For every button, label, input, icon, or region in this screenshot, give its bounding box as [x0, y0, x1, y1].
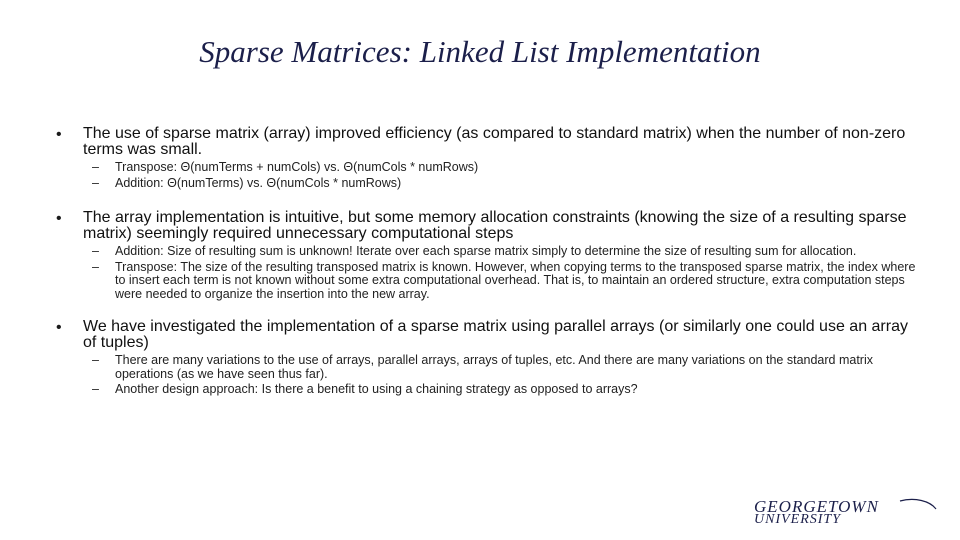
sub-item-addition: [92, 245, 916, 259]
bullet-item-array-implementation: [56, 210, 916, 301]
sub-list: [83, 354, 916, 397]
sub-item-transpose: [92, 261, 916, 302]
bullet-marker: •: [56, 210, 62, 227]
bullet-text: The use of sparse matrix (array) improved efficiency (as compared to standard matrix) when the number of non-zero terms was small.: [83, 125, 906, 158]
sub-item-variations: [92, 354, 916, 381]
dash-marker: –: [92, 353, 99, 367]
bullet-text: We have investigated the implementation of a sparse matrix using parallel arrays (or similarly one could use an array of tuples): [83, 318, 908, 351]
sub-item-text: Another design approach: Is there a benefit to using a chaining strategy as opposed to arrays?: [115, 382, 638, 396]
sub-item-addition: [92, 177, 916, 191]
sub-item-text: Transpose: The size of the resulting transposed matrix is known. However, when copying terms to the transposed sparse matrix, the index where to insert each term is not known without some extra computational overhead. That is, to maintain an ordered structure, extra computation steps were needed to organize the insertion into the new array.: [115, 259, 916, 301]
slide-body: [56, 126, 916, 399]
dash-marker: –: [92, 259, 99, 274]
dash-marker: –: [92, 175, 99, 190]
dash-marker: –: [92, 160, 99, 174]
sub-item-design-approach: [92, 383, 916, 397]
georgetown-university-logo: [750, 497, 940, 533]
bullet-item-efficiency: [56, 126, 916, 190]
bullet-item-parallel-arrays: [56, 319, 916, 397]
sub-item-transpose: [92, 161, 916, 175]
slide-title: Sparse Matrices: Linked List Implementation: [199, 34, 761, 69]
bullet-text: The array implementation is intuitive, but some memory allocation constraints (knowing the size of a resulting sparse matrix) seemingly required unnecessary computational steps: [83, 209, 907, 242]
sub-item-text: Addition: Θ(numTerms) vs. Θ(numCols * numRows): [115, 175, 402, 190]
bullet-marker: •: [56, 319, 62, 336]
dash-marker: –: [92, 382, 99, 396]
dash-marker: –: [92, 244, 99, 258]
sub-item-text: There are many variations to the use of arrays, parallel arrays, arrays of tuples, etc. And there are many variations on the standard matrix operations (as we have seen thus far).: [115, 353, 874, 381]
sub-list: [83, 245, 916, 301]
sub-item-text: Addition: Size of resulting sum is unknown! Iterate over each sparse matrix simply to determine the size of resulting sum for allocation.: [115, 244, 857, 258]
logo-line-2: UNIVERSITY: [754, 512, 841, 527]
sub-item-text: Transpose: Θ(numTerms + numCols) vs. Θ(numCols * numRows): [115, 160, 479, 174]
bullet-marker: •: [56, 126, 62, 143]
sub-list: [83, 161, 916, 190]
logo-line-1: GEORGETOWN: [754, 497, 879, 516]
